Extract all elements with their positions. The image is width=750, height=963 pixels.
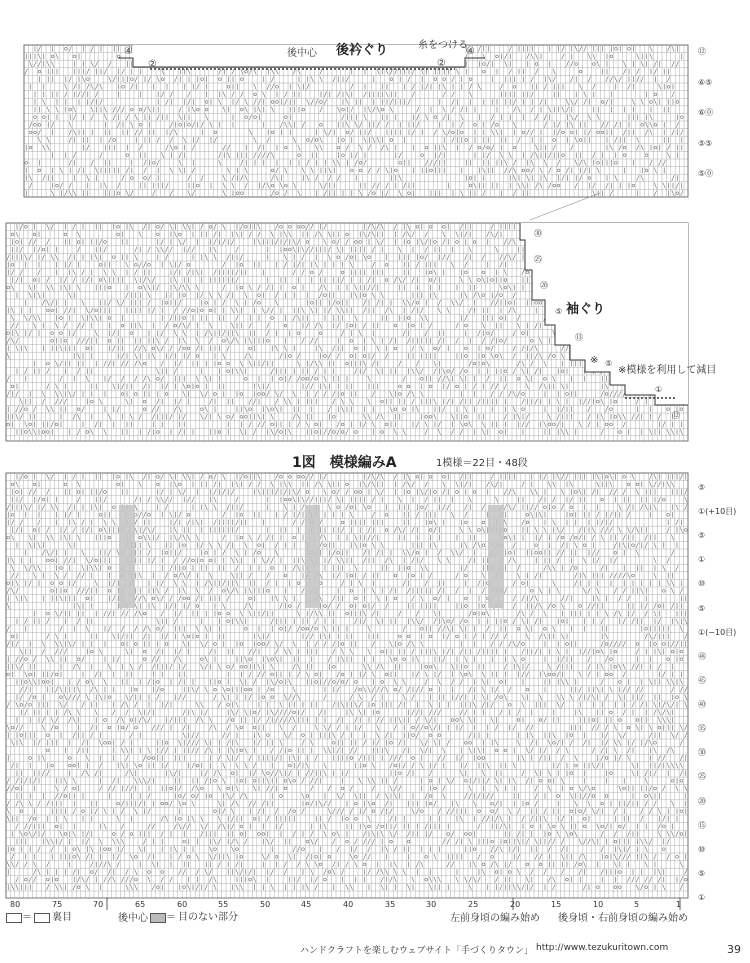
main-row-marker-8: ㊽	[698, 652, 706, 661]
main-row-marker-11: ㉟	[698, 724, 706, 733]
x-tick-55: 55	[218, 900, 229, 909]
top-row-marker-1: ⑫	[698, 47, 706, 56]
x-tick-80: 80	[10, 900, 21, 909]
x-tick-75: 75	[52, 900, 63, 909]
x-tick-60: 60	[177, 900, 188, 909]
x-tick-30: 30	[426, 900, 437, 909]
mid-row-marker-1: ㉚	[534, 229, 542, 238]
mid-row-marker-8: ⑫	[672, 411, 680, 420]
x-tick-65: 65	[135, 900, 146, 909]
legend-eq-1: ＝	[22, 912, 32, 923]
armhole-title: 袖ぐり	[566, 302, 606, 317]
main-row-marker-17: ⑤	[698, 869, 706, 878]
main-row-marker-6: ⑤	[698, 604, 706, 613]
stitches-main	[7, 474, 687, 890]
footer-url: http://www.tezukuritown.com	[536, 943, 669, 953]
armhole-note: ※模様を利用して減目	[618, 365, 717, 376]
x-tick-10: 10	[593, 900, 604, 909]
main-row-marker-9: ㊺	[698, 676, 706, 685]
back-center-label-top: 後中心	[287, 48, 317, 59]
x-tick-5: 5	[634, 900, 640, 909]
x-tick-50: 50	[260, 900, 271, 909]
x-tick-1: 1	[676, 900, 682, 909]
legend-blank-swatch	[6, 913, 22, 923]
mid-row-marker-4: ⑤	[555, 307, 563, 316]
mid-row-marker-5: ⑬	[575, 333, 583, 342]
footer-site: ハンドクラフトを楽しむウェブサイト「手づくりタウン」	[300, 946, 533, 956]
legend-eq-2: ＝	[166, 912, 176, 923]
front-start-label: 左前身頃の編み始め	[450, 913, 540, 924]
x-tick-70: 70	[93, 900, 104, 909]
dec-marker-left: ④	[124, 46, 133, 57]
top-row-marker-4: ⑤⑤	[698, 139, 713, 148]
legend-purl-swatch	[34, 913, 50, 923]
repeat-note: 1模様＝22目・48段	[436, 458, 528, 469]
main-row-marker-10: ㊵	[698, 700, 706, 709]
main-row-marker-12: ㉚	[698, 748, 706, 757]
legend-no-stitch-label: 目のない部分	[178, 912, 238, 923]
main-row-marker-13: ㉕	[698, 772, 706, 781]
top-row-marker-3: ⑥⓪	[698, 108, 714, 117]
main-row-marker-16: ⑩	[698, 845, 706, 854]
dec-marker-right: ②	[437, 58, 446, 69]
legend-purl-label: 裏目	[52, 912, 72, 923]
main-row-marker-3: ⑤	[698, 531, 706, 540]
mid-row-marker-7: ①	[655, 385, 663, 394]
main-row-marker-14: ⑳	[698, 797, 706, 806]
x-tick-20: 20	[510, 900, 521, 909]
top-row-marker-5: ⑤⓪	[698, 169, 714, 178]
main-row-marker-7: ①(−10目)	[698, 628, 737, 637]
no-stitch-column-2	[305, 505, 320, 608]
x-tick-15: 15	[551, 900, 562, 909]
mid-row-marker-2: ㉕	[534, 255, 542, 264]
attach-yarn-label: 糸をつける	[418, 40, 468, 51]
back-center-label-bottom: 後中心	[118, 913, 148, 924]
main-row-marker-15: ⑮	[698, 821, 706, 830]
grid-top	[24, 45, 688, 197]
main-row-marker-18: ①	[698, 893, 706, 902]
top-row-marker-2: ⑥⑤	[698, 78, 713, 87]
main-chart-title: 1図 模様編みA	[292, 455, 397, 471]
no-stitch-column-3	[488, 505, 504, 608]
main-row-marker-1: ⑤	[698, 483, 706, 492]
mid-row-marker-6: ⑤	[605, 359, 613, 368]
asterisk-mark: ※	[590, 355, 599, 366]
main-row-marker-4: ①	[698, 555, 706, 564]
mid-row-marker-3: ⑳	[540, 281, 548, 290]
page-number: 39	[727, 943, 741, 956]
main-row-marker-2: ①(+10目)	[698, 507, 737, 516]
x-tick-25: 25	[468, 900, 479, 909]
back-start-label: 後身頃・右前身頃の編み始め	[558, 913, 688, 924]
dec-marker-right-2: ④	[466, 46, 475, 57]
no-stitch-column-1	[119, 505, 135, 608]
main-row-marker-5: ⑩	[698, 579, 706, 588]
legend-gray-swatch	[150, 913, 166, 923]
x-tick-40: 40	[343, 900, 354, 909]
x-tick-45: 45	[301, 900, 312, 909]
dec-marker-left-2: ②	[148, 59, 157, 70]
x-tick-35: 35	[385, 900, 396, 909]
back-neckline-title: 後衿ぐり	[336, 43, 389, 58]
